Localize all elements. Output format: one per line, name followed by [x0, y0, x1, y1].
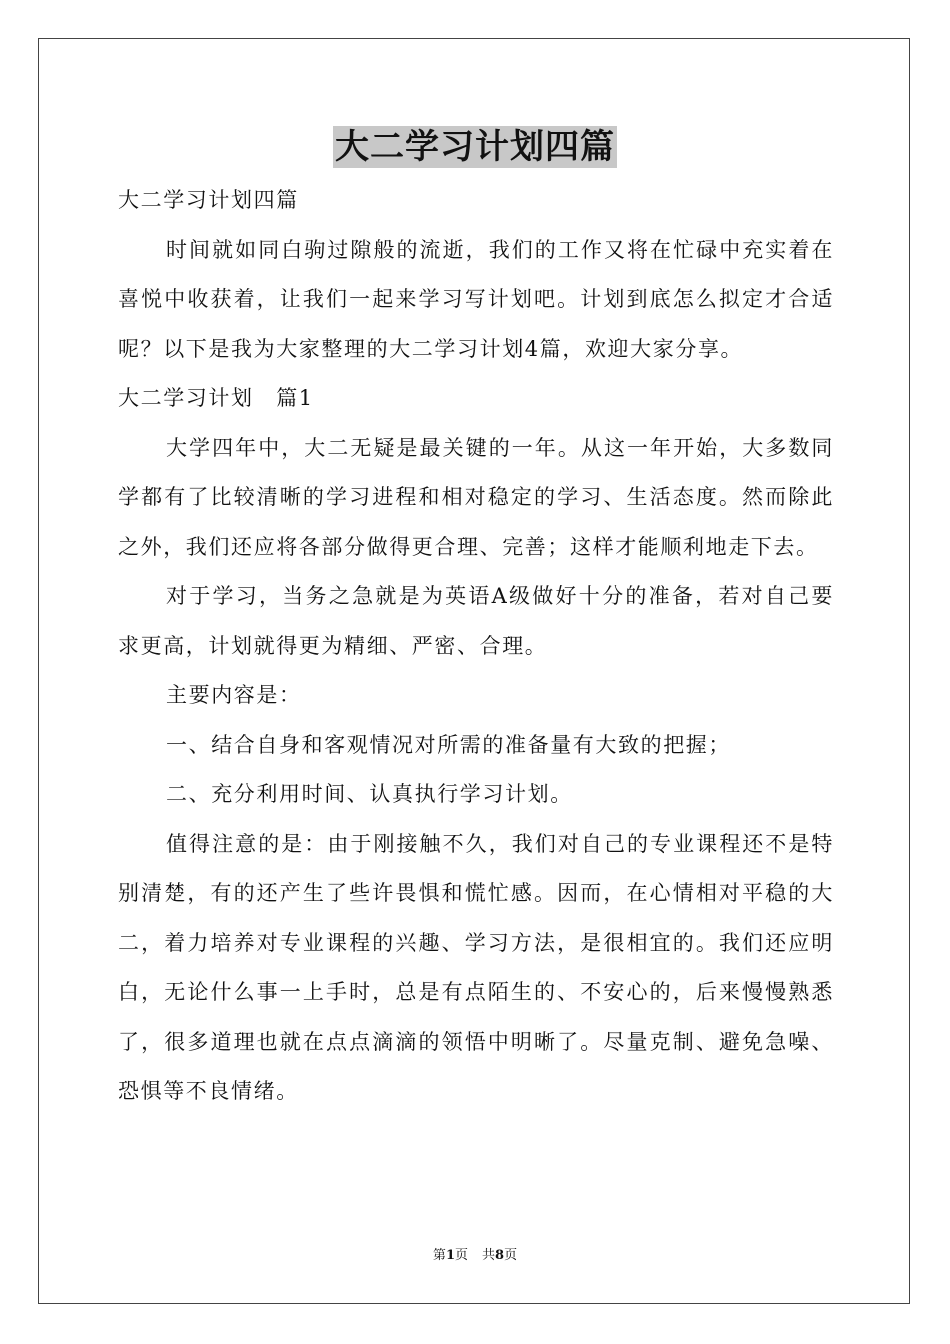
- list-item: 一、结合自身和客观情况对所需的准备量有大致的把握；: [166, 732, 731, 757]
- page-number: 1: [445, 1248, 455, 1263]
- list-item: 二、充分利用时间、认真执行学习计划。: [166, 782, 573, 806]
- total-suffix: 页: [504, 1248, 518, 1263]
- section-heading: 大二学习计划 篇1: [118, 386, 314, 410]
- intro-paragraph: 时间就如同白驹过隙般的流逝，我们的工作又将在忙碌中充实着在喜悦中收获着，让我们一起来学习写计划吧。计划到底怎么拟定才合适呢？以下是我为大家整理的大二学习计划4篇，欢迎大家分享。: [118, 237, 834, 361]
- page-prefix: 第: [432, 1248, 446, 1263]
- document-body: [118, 176, 834, 1117]
- total-pages: 8: [495, 1248, 505, 1263]
- subtitle: 大二学习计划四篇: [118, 188, 299, 212]
- paragraph: 大学四年中，大二无疑是最关键的一年。从这一年开始，大多数同学都有了比较清晰的学习进程和相对稳定的学习、生活态度。然而除此之外，我们还应将各部分做得更合理、完善；这样才能顺利地走下去。: [118, 435, 834, 559]
- page-footer: [0, 1248, 950, 1264]
- paragraph: 值得注意的是：由于刚接触不久，我们对自己的专业课程还不是特别清楚，有的还产生了些许畏惧和慌忙感。因而，在心情相对平稳的大二，着力培养对专业课程的兴趣、学习方法，是很相宜的。我们还应明白，无论什么事一上手时，总是有点陌生的、不安心的，后来慢慢熟悉了，很多道理也就在点点滴滴的领悟中明晰了。尽量克制、避免急噪、恐惧等不良情绪。: [118, 831, 834, 1103]
- paragraph: 对于学习，当务之急就是为英语A级做好十分的准备，若对自己要求更高，计划就得更为精细、严密、合理。: [118, 584, 834, 658]
- page-suffix: 页: [454, 1248, 468, 1263]
- total-prefix: 共: [482, 1248, 496, 1263]
- title-container: [0, 126, 950, 168]
- page-title: 大二学习计划四篇: [335, 127, 615, 167]
- paragraph: 主要内容是：: [166, 683, 302, 707]
